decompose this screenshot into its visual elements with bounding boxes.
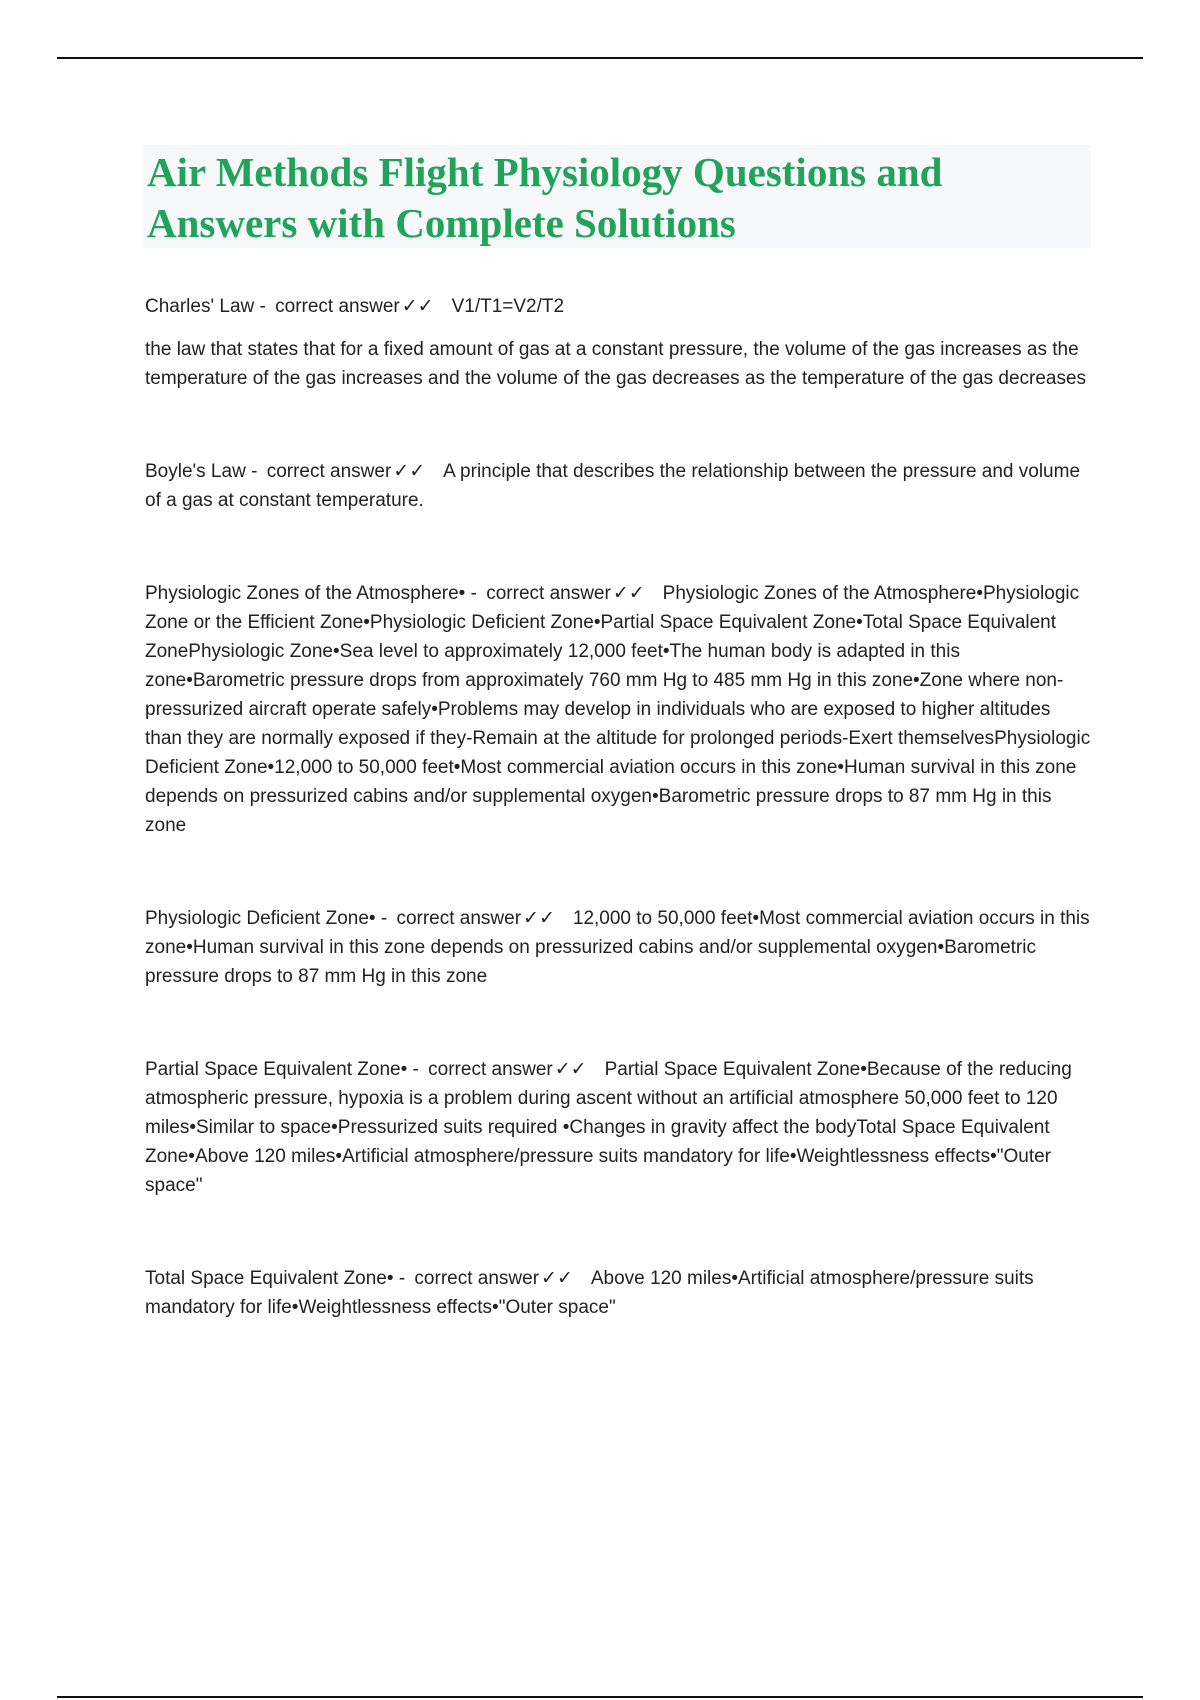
qa-item-charles-law bbox=[145, 292, 1091, 321]
check-icon: ✓✓ bbox=[612, 583, 645, 604]
check-icon: ✓✓ bbox=[554, 1059, 587, 1080]
qa-answer: Above 120 miles•Artificial atmosphere/pressure suits mandatory for life•Weightlessness effects•"Outer space" bbox=[145, 1268, 1034, 1318]
qa-separator: - bbox=[412, 1059, 419, 1080]
qa-term: Physiologic Deficient Zone• bbox=[145, 908, 376, 929]
qa-separator: - bbox=[380, 908, 388, 929]
qa-separator: - bbox=[398, 1268, 406, 1289]
check-icon: ✓✓ bbox=[523, 908, 555, 929]
qa-item-boyles-law bbox=[145, 457, 1091, 515]
qa-answer: Physiologic Zones of the Atmosphere•Physiologic Zone or the Efficient Zone•Physiologic Deficient Zone•Partial Space Equivalent Zone•Total Space Equivalent ZonePhysiologic Zone•Sea level to approximately 12,000 feet•The human body is adapted in this zone•Barometric pressure drops from approximately 760 mm Hg to 485 mm Hg in this zone•Zone where non-pressurized aircraft operate safely•Problems may develop in individuals who are exposed to higher altitudes than they are normally exposed if they-Remain at the altitude for prolonged periods-Exert themselvesPhysiologic Deficient Zone•12,000 to 50,000 feet•Most commercial aviation occurs in this zone•Human survival in this zone depends on pressurized cabins and/or supplemental oxygen•Barometric pressure drops to 87 mm Hg in this zone bbox=[145, 583, 1091, 836]
check-icon: ✓✓ bbox=[541, 1268, 573, 1289]
qa-item-physiologic-deficient-zone bbox=[145, 904, 1091, 991]
qa-answer-label: correct answer bbox=[486, 583, 611, 604]
qa-answer: 12,000 to 50,000 feet•Most commercial aviation occurs in this zone•Human survival in this zone depends on pressurized cabins and/or supplemental oxygen•Barometric pressure drops to 87 mm Hg in this zone bbox=[145, 908, 1090, 987]
qa-answer-label: correct answer bbox=[275, 296, 400, 317]
qa-term: Physiologic Zones of the Atmosphere• bbox=[145, 583, 466, 604]
qa-term: Boyle's Law bbox=[145, 461, 246, 482]
qa-separator: - bbox=[259, 296, 266, 317]
qa-separator: - bbox=[251, 461, 258, 482]
qa-answer-label: correct answer bbox=[266, 461, 392, 482]
qa-answer-label: correct answer bbox=[428, 1059, 553, 1080]
qa-answer: V1/T1=V2/T2 bbox=[451, 296, 565, 317]
qa-term: Partial Space Equivalent Zone• bbox=[145, 1059, 408, 1080]
qa-separator: - bbox=[470, 583, 477, 604]
qa-item-charles-law-definition bbox=[145, 335, 1091, 393]
qa-answer-extra: the law that states that for a fixed amount of gas at a constant pressure, the volume of the gas increases as the temperature of the gas increases and the volume of the gas decreases as the temperature of the gas decreases bbox=[145, 339, 1087, 389]
title-banner bbox=[143, 145, 1091, 248]
qa-term: Charles' Law bbox=[145, 296, 255, 317]
qa-content bbox=[145, 292, 1091, 1322]
qa-answer-label: correct answer bbox=[396, 908, 522, 929]
qa-term: Total Space Equivalent Zone• bbox=[145, 1268, 394, 1289]
qa-item-partial-space-equivalent-zone bbox=[145, 1055, 1091, 1200]
footer-rule bbox=[57, 1696, 1143, 1698]
check-icon: ✓✓ bbox=[393, 461, 426, 482]
page-title: Air Methods Flight Physiology Questions and Answers with Complete Solutions bbox=[147, 149, 943, 246]
check-icon: ✓✓ bbox=[401, 296, 434, 317]
qa-answer: A principle that describes the relationship between the pressure and volume of a gas at constant temperature. bbox=[145, 461, 1081, 511]
qa-item-physiologic-zones bbox=[145, 579, 1091, 840]
qa-answer: Partial Space Equivalent Zone•Because of the reducing atmospheric pressure, hypoxia is a problem during ascent without an artificial atmosphere 50,000 feet to 120 miles•Similar to space•Pressurized suits required •Changes in gravity affect the bodyTotal Space Equivalent Zone•Above 120 miles•Artificial atmosphere/pressure suits mandatory for life•Weightlessness effects•"Outer space" bbox=[145, 1059, 1072, 1196]
header-rule bbox=[57, 57, 1143, 59]
qa-answer-label: correct answer bbox=[414, 1268, 540, 1289]
qa-item-total-space-equivalent-zone bbox=[145, 1264, 1091, 1322]
